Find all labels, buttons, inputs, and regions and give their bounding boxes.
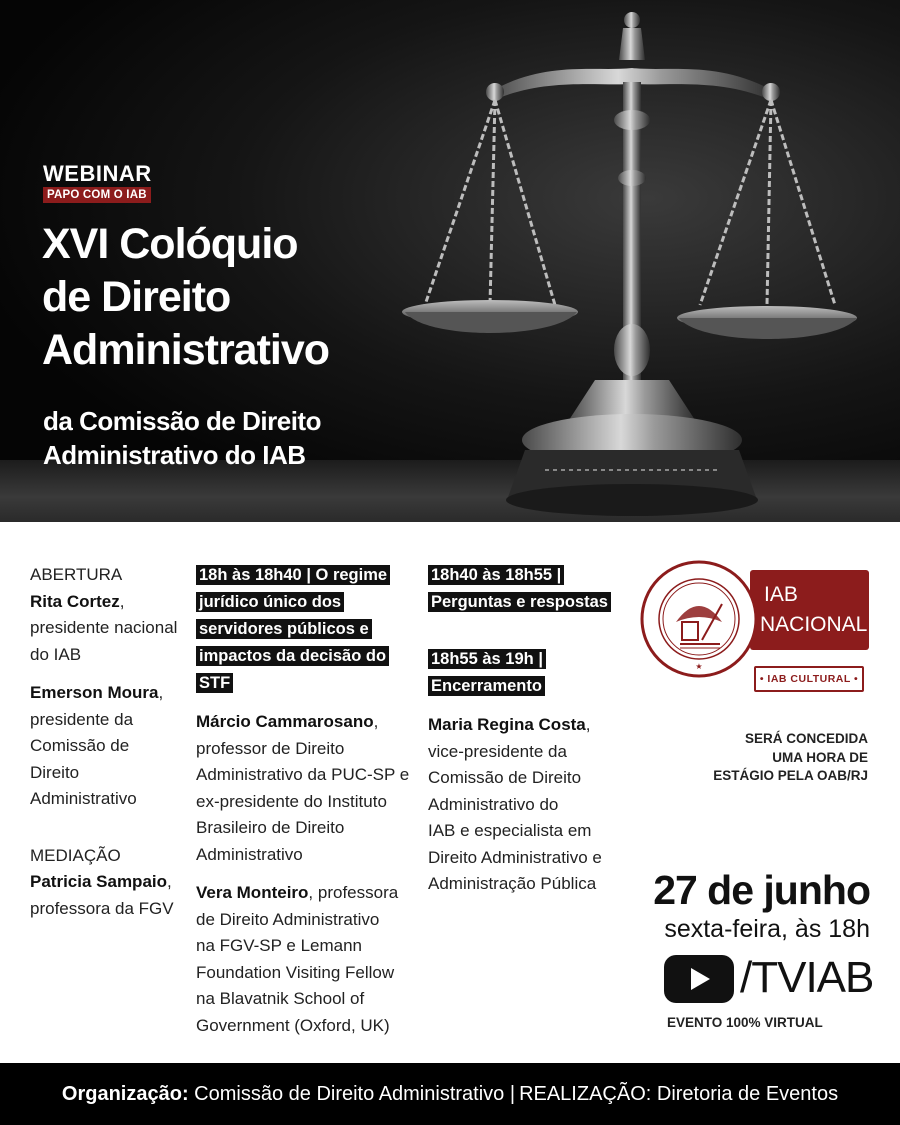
real-label: REALIZAÇÃO: [519,1083,652,1105]
speaker-marcio-cammarosano [196,709,411,868]
speaker-role-part: Administrativo do [428,794,559,814]
session-heading-line: 18h55 às 19h | [428,649,546,669]
speaker-role-part: Government (Oxford, UK) [196,1015,390,1035]
speaker-role-part: Comissão de Direito [30,736,130,782]
session-heading-line: 18h às 18h40 | O regime [196,565,390,585]
session-heading-line: jurídico único dos [196,592,344,612]
speaker-role-part: Administrativo [196,844,303,864]
speaker-role-part: na Blavatnik School of [196,989,365,1008]
speaker-role-part: na FGV-SP e Lemann [196,936,363,955]
event-subtitle-line: da Comissão de Direito [43,406,321,436]
iab-nacional-logo [750,570,869,650]
speaker-role-part: , [119,591,125,611]
speaker-name: Márcio Cammarosano [196,712,374,731]
estagio-note [690,730,868,786]
speaker-role-part: , [585,715,591,734]
program-column-opening [30,562,180,922]
speaker-emerson-moura [30,680,180,813]
speaker-role-part: , [373,712,379,731]
speaker-role-part: professora da FGV [30,898,174,918]
speaker-role-part: vice-presidente da [428,741,567,761]
speaker-role-part: , [158,683,164,702]
session-heading-line: Encerramento [428,676,545,696]
event-title [42,218,402,377]
footer-credits [0,1063,900,1125]
virtual-note: EVENTO 100% VIRTUAL [667,1015,823,1030]
event-title-line: Administrativo [42,326,330,374]
speaker-rita-cortez [30,589,180,669]
speaker-role-part: Brasileiro de Direito [196,818,345,837]
speaker-patricia-sampaio [30,869,180,922]
speaker-role-part: IAB e especialista em [428,821,592,840]
org-value: Comissão de Direito Administrativo [188,1083,505,1105]
speaker-role-part: presidente da [30,709,134,729]
program-column-session1 [196,562,411,1039]
speaker-name: Maria Regina Costa [428,715,586,734]
speaker-role-part: , [167,872,172,891]
speaker-role-part: Administrativo [30,789,137,808]
logo-name-line: IAB [764,583,798,606]
org-label: Organização: [61,1083,189,1105]
speaker-role-part: ex-presidente do Instituto [196,791,387,811]
speaker-role-part: Comissão de Direito [428,768,582,787]
session2-heading [428,562,623,616]
hero-banner [0,0,900,522]
session-heading-line: Perguntas e respostas [428,592,611,612]
speaker-name: Vera Monteiro [196,883,309,902]
footer-separator: | [504,1083,516,1105]
webinar-label: WEBINAR [43,161,152,186]
speaker-role-part: professor de Direito [196,738,345,758]
speaker-role-part: de Direito Administrativo [196,909,380,929]
speaker-role-part: Direito Administrativo e [428,847,602,867]
session-heading-line: impactos da decisão do STF [196,646,389,693]
session1-heading [196,562,411,697]
program-column-session2 [428,562,623,898]
session-heading-line: 18h40 às 18h55 | [428,565,564,585]
iab-cultural-badge: • IAB CULTURAL • [754,666,864,692]
speaker-role-part: Administrativo da PUC-SP e [196,765,410,784]
speaker-role-part: , professora [308,883,399,902]
estagio-line: UMA HORA DE [772,749,868,765]
speaker-name: Rita Cortez [30,591,120,611]
estagio-line: SERÁ CONCEDIDA [744,731,868,746]
webinar-badge [43,163,152,203]
speaker-role-part: presidente nacional [30,618,178,637]
event-subtitle [43,404,403,472]
mediacao-label: MEDIAÇÃO [30,845,121,865]
speaker-role-part: do IAB [30,644,82,664]
speaker-name: Patricia Sampaio [30,872,168,891]
scales-of-justice-icon [395,0,900,522]
real-value: Diretoria de Eventos [651,1083,839,1105]
estagio-line: ESTÁGIO PELA OAB/RJ [713,768,868,783]
speaker-name: Emerson Moura [30,683,159,702]
speaker-vera-monteiro [196,880,411,1039]
speaker-role-part: Foundation Visiting Fellow [196,962,395,982]
event-title-line: XVI Colóquio [42,220,298,268]
event-title-line: de Direito [42,273,231,321]
speaker-role-part: Administração Pública [428,874,597,893]
event-date: 27 de junho [653,867,870,913]
iab-seal-icon [640,560,758,678]
event-subtitle-line: Administrativo do IAB [43,440,306,470]
svg-text:★: ★ [695,662,703,671]
session3-heading [428,646,623,700]
session-heading-line: servidores públicos e [196,619,372,639]
speaker-maria-regina-costa [428,712,623,898]
channel-link[interactable]: /TVIAB [740,953,874,1002]
youtube-icon[interactable] [664,955,734,1003]
webinar-tag: PAPO COM O IAB [43,187,151,203]
logo-name-line: NACIONAL [760,613,868,636]
event-weekday: sexta-feira, às 18h [664,915,870,943]
abertura-label: ABERTURA [30,565,123,584]
